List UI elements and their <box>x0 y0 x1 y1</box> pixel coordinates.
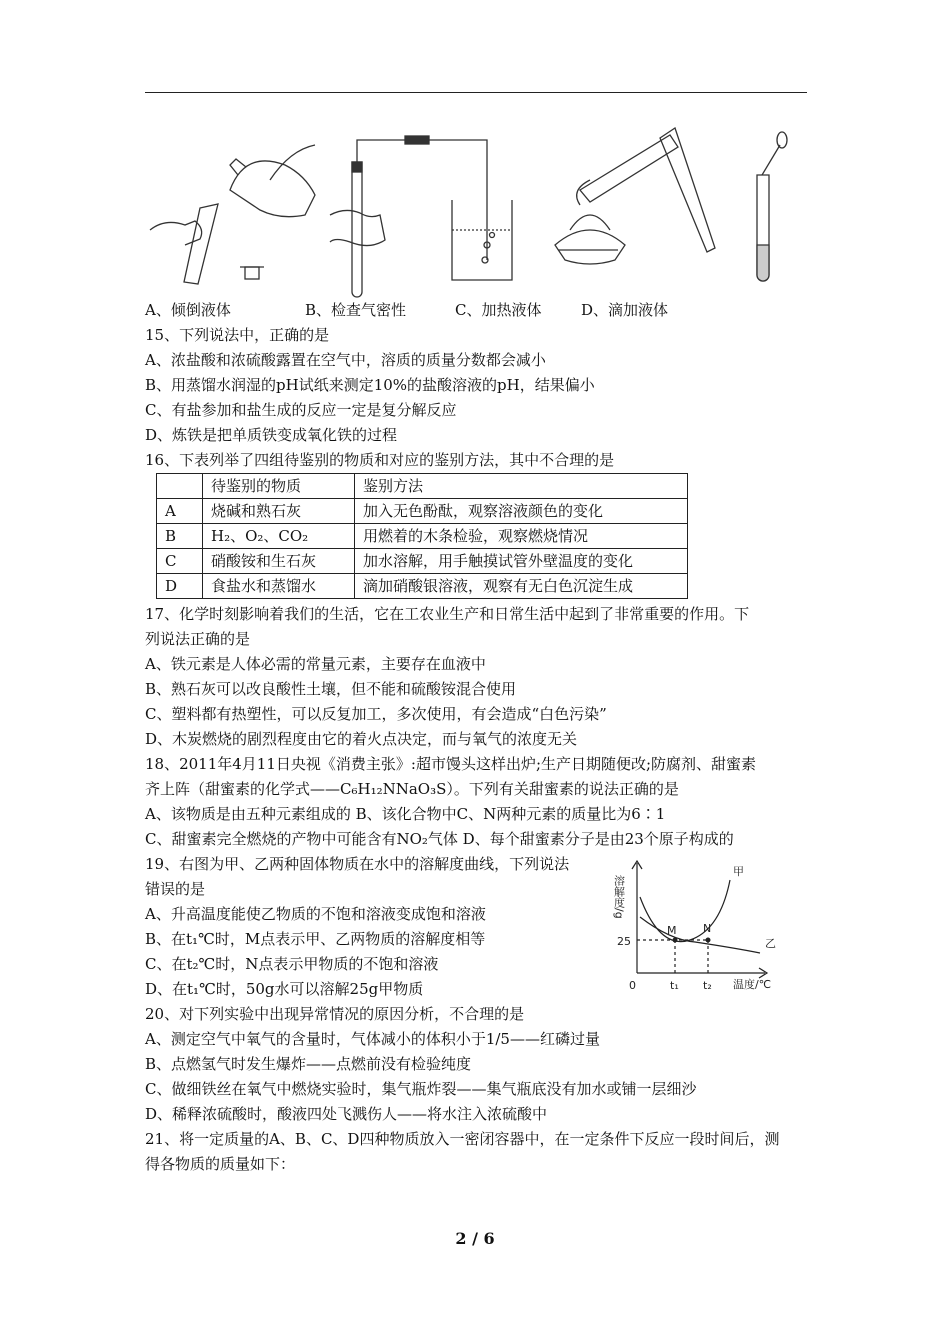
table-row <box>157 524 688 549</box>
q21-stem-cont: 得各物质的质量如下： <box>145 1155 296 1173</box>
table-cell: 食盐水和蒸馏水 <box>203 574 355 599</box>
q15-option-b: B、用蒸馏水润湿的pH试纸来测定10%的盐酸溶液的pH，结果偏小 <box>145 376 595 394</box>
x-tick-t2: t₂ <box>703 979 712 992</box>
q16-stem: 16、下表列举了四组待鉴别的物质和对应的鉴别方法，其中不合理的是 <box>145 451 615 469</box>
table-cell: 硝酸铵和生石灰 <box>203 549 355 574</box>
q19-option-b: B、在t₁℃时，M点表示甲、乙两物质的溶解度相等 <box>145 930 486 948</box>
q18-options-cd: C、甜蜜素完全燃烧的产物中可能含有NO₂气体 D、每个甜蜜素分子是由23个原子构成的 <box>145 830 734 848</box>
q17-option-c: C、塑料都有热塑性，可以反复加工，多次使用，有会造成“白色污染” <box>145 705 607 723</box>
q19-stem: 19、右图为甲、乙两种固体物质在水中的溶解度曲线，下列说法 <box>145 855 570 873</box>
table-row <box>157 549 688 574</box>
figure-airtightness <box>330 136 512 297</box>
y-tick-25: 25 <box>617 935 631 948</box>
q20-option-b: B、点燃氢气时发生爆炸——点燃前没有检验纯度 <box>145 1055 472 1073</box>
q20-option-d: D、稀释浓硫酸时，酸液四处飞溅伤人——将水注入浓硫酸中 <box>145 1105 548 1123</box>
header-rule <box>145 92 807 93</box>
table-cell: 滴加硝酸银溶液，观察有无白色沉淀生成 <box>355 574 688 599</box>
q15-stem: 15、下列说法中，正确的是 <box>145 326 330 344</box>
q17-option-a: A、铁元素是人体必需的常量元素，主要存在血液中 <box>145 655 486 673</box>
table-header-row <box>157 474 688 499</box>
q17-option-d: D、木炭燃烧的剧烈程度由它的着火点决定，而与氧气的浓度无关 <box>145 730 578 748</box>
fig-label-a: A、倾倒液体 <box>145 301 231 319</box>
fig-label-b: B、检查气密性 <box>305 301 407 319</box>
fig-label-d: D、滴加液体 <box>581 301 669 319</box>
table-cell: C <box>157 549 203 574</box>
curve-a-label: 甲 <box>733 865 744 878</box>
q15-option-a: A、浓盐酸和浓硫酸露置在空气中，溶质的质量分数都会减小 <box>145 351 546 369</box>
q17-stem-cont: 列说法正确的是 <box>145 630 251 648</box>
q20-option-c: C、做细铁丝在氧气中燃烧实验时，集气瓶炸裂——集气瓶底没有加水或铺一层细沙 <box>145 1080 697 1098</box>
table-cell: A <box>157 499 203 524</box>
table-cell: B <box>157 524 203 549</box>
figure-pour-liquid <box>150 145 315 284</box>
table-header-cell: 鉴别方法 <box>355 474 688 499</box>
q15-option-d: D、炼铁是把单质铁变成氧化铁的过程 <box>145 426 398 444</box>
point-m <box>673 938 678 943</box>
q19-option-a: A、升高温度能使乙物质的不饱和溶液变成饱和溶液 <box>145 905 486 923</box>
q17-option-b: B、熟石灰可以改良酸性土壤，但不能和硫酸铵混合使用 <box>145 680 517 698</box>
curve-b-label: 乙 <box>765 937 776 950</box>
table-cell: 加水溶解，用手触摸试管外壁温度的变化 <box>355 549 688 574</box>
page-number: 2 / 6 <box>455 1229 495 1248</box>
point-n-label: N <box>703 922 712 935</box>
q18-stem-cont: 齐上阵（甜蜜素的化学式——C₆H₁₂NNaO₃S）。下列有关甜蜜素的说法正确的是 <box>145 780 679 798</box>
q20-option-a: A、测定空气中氧气的含量时，气体减小的体积小于1/5——红磷过量 <box>145 1030 600 1048</box>
q17-stem: 17、化学时刻影响着我们的生活，它在工农业生产和日常生活中起到了非常重要的作用。下 <box>145 605 750 623</box>
table-cell: 用燃着的木条检验，观察燃烧情况 <box>355 524 688 549</box>
table-row <box>157 499 688 524</box>
y-axis-label: 溶解度/g <box>612 875 626 919</box>
q21-stem: 21、将一定质量的A、B、C、D四种物质放入一密闭容器中，在一定条件下反应一段时间后，测 <box>145 1130 780 1148</box>
table-cell: 烧碱和熟石灰 <box>203 499 355 524</box>
x-tick-t1: t₁ <box>670 979 679 992</box>
curve-a <box>640 880 730 942</box>
table-cell: D <box>157 574 203 599</box>
q19-stem-cont: 错误的是 <box>145 880 206 898</box>
table-cell: 加入无色酚酞，观察溶液颜色的变化 <box>355 499 688 524</box>
origin-label: 0 <box>629 979 636 992</box>
fig-label-c: C、加热液体 <box>455 301 542 319</box>
q16-table <box>156 473 688 599</box>
figure-labels <box>145 300 668 320</box>
table-cell: H₂、O₂、CO₂ <box>203 524 355 549</box>
point-m-label: M <box>667 924 677 937</box>
q18-stem: 18、2011年4月11日央视《消费主张》:超市馒头这样出炉;生产日期随便改;防腐剂、甜蜜素 <box>145 755 757 773</box>
figure-heating-liquid <box>555 128 715 264</box>
table-header-cell: 待鉴别的物质 <box>203 474 355 499</box>
q18-options-ab: A、该物质是由五种元素组成的 B、该化合物中C、N两种元素的质量比为6∶1 <box>145 805 666 823</box>
q15-option-c: C、有盐参加和盐生成的反应一定是复分解反应 <box>145 401 457 419</box>
figure-dropper <box>757 132 787 281</box>
q20-stem: 20、对下列实验中出现异常情况的原因分析，不合理的是 <box>145 1005 525 1023</box>
q19-option-c: C、在t₂℃时，N点表示甲物质的不饱和溶液 <box>145 955 439 973</box>
q19-option-d: D、在t₁℃时，50g水可以溶解25g甲物质 <box>145 980 424 998</box>
x-axis-label: 温度/℃ <box>733 978 772 991</box>
point-n <box>706 938 711 943</box>
solubility-graph <box>612 855 795 995</box>
table-header-cell <box>157 474 203 499</box>
apparatus-figures <box>140 120 820 285</box>
table-row <box>157 574 688 599</box>
